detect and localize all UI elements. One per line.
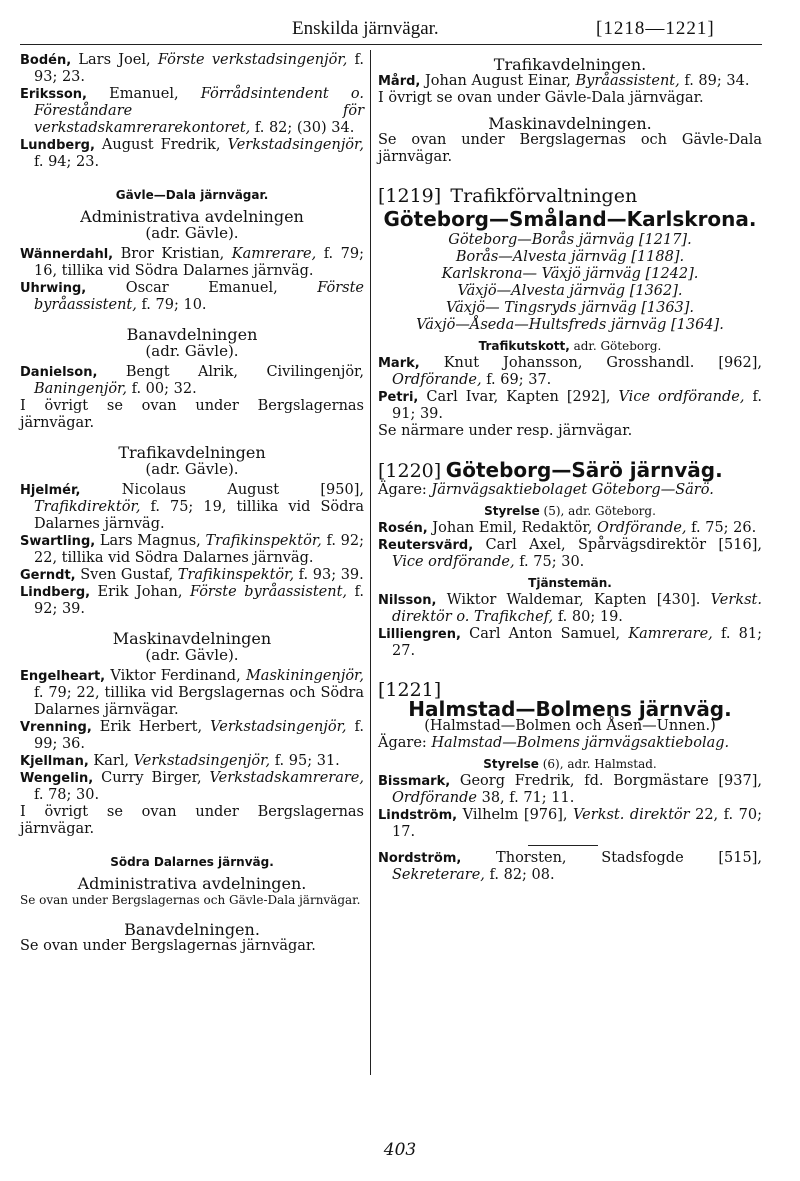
railway-heading: Gävle—Dala järnvägar. bbox=[115, 188, 269, 202]
entry: Eriksson, Emanuel, Förrådsintendent o. Föreståndare för verkstadskamrerarekontoret, f. 82; (30) 34. bbox=[20, 86, 364, 136]
cross-reference: I övrigt se ovan under Bergslagernas järnvägar. bbox=[20, 804, 364, 837]
entry: Vrenning, Erik Herbert, Verkstadsingenjör, f. 99; 36. bbox=[20, 719, 364, 752]
department-heading: Trafikavdelningen bbox=[118, 443, 266, 462]
railway-title: Göteborg—Särö järnväg. bbox=[445, 458, 723, 482]
header-rule bbox=[20, 44, 762, 45]
entry: Rosén, Johan Emil, Redaktör, Ordförande, f. 75; 26. bbox=[378, 520, 757, 536]
line-item: Göteborg—Borås järnväg [1217]. bbox=[448, 232, 692, 248]
entry: Gerndt, Sven Gustaf, Trafikinspektör, f. 93; 39. bbox=[20, 567, 364, 583]
department-heading: Trafikavdelningen. bbox=[493, 55, 647, 74]
entry: Lindström, Vilhelm [976], Verkst. direktör 22, f. 70; 17. bbox=[378, 807, 762, 840]
entry: Lundberg, August Fredrik, Verkstadsingenjör, f. 94; 23. bbox=[20, 137, 364, 170]
right-column bbox=[378, 52, 762, 884]
line-item: Borås—Alvesta järnväg [1188]. bbox=[455, 249, 685, 265]
board-heading: Styrelse (6), adr. Halmstad. bbox=[483, 757, 657, 771]
staff-heading: Tjänstemän. bbox=[528, 576, 612, 590]
line-item: Växjö— Tingsryds järnväg [1363]. bbox=[445, 300, 695, 316]
department-heading: Administrativa avdelningen bbox=[80, 207, 304, 226]
department-heading: Maskinavdelningen bbox=[112, 629, 272, 648]
section-range: [1218—1221] bbox=[596, 18, 715, 39]
entry: Uhrwing, Oscar Emanuel, Förste byråassistent, f. 79; 10. bbox=[20, 280, 364, 313]
entry: Reutersvärd, Carl Axel, Spårvägsdirektör [516], Vice ordförande, f. 75; 30. bbox=[378, 537, 762, 570]
railway-title: Göteborg—Småland—Karlskrona. bbox=[383, 207, 757, 231]
section-heading bbox=[378, 458, 762, 482]
cross-reference: Se ovan under Bergslagernas och Gävle-Dala järnvägar. bbox=[20, 893, 361, 907]
line-item: Karlskrona— Växjö järnväg [1242]. bbox=[441, 266, 699, 282]
left-column bbox=[20, 52, 364, 955]
owner-line: Ägare: Halmstad—Bolmens järnvägsaktiebolag. bbox=[378, 735, 730, 751]
entry: Engelheart, Viktor Ferdinand, Maskiningenjör, f. 79; 22, tillika vid Bergslagernas och Södra Dalarnes järnvägar. bbox=[20, 668, 364, 718]
entry: Mark, Knut Johansson, Grosshandl. [962], Ordförande, f. 69; 37. bbox=[378, 355, 762, 388]
section-number: [1220] bbox=[378, 460, 442, 482]
entry: Kjellman, Karl, Verkstadsingenjör, f. 95; 31. bbox=[20, 753, 340, 769]
running-title: Enskilda järnvägar. bbox=[292, 18, 439, 39]
cross-reference: I övrigt se ovan under Gävle-Dala järnvägar. bbox=[378, 90, 704, 106]
railway-title: Halmstad—Bolmens järnväg. bbox=[408, 697, 732, 721]
entry: Lindberg, Erik Johan, Förste byråassistent, f. 92; 39. bbox=[20, 584, 364, 617]
line-item: Växjö—Åseda—Hultsfreds järnväg [1364]. bbox=[416, 317, 724, 333]
entry: Bissmark, Georg Fredrik, fd. Borgmästare [937], Ordförande 38, f. 71; 11. bbox=[378, 773, 762, 806]
entry: Mård, Johan August Einar, Byråassistent, f. 89; 34. bbox=[378, 73, 750, 89]
department-address: (adr. Gävle). bbox=[145, 460, 239, 478]
entry: Lilliengren, Carl Anton Samuel, Kamrerare, f. 81; 27. bbox=[378, 626, 763, 659]
entry: Hjelmér, Nicolaus August [950], Trafikdirektör, f. 75; 19, tillika vid Södra Dalarnes järnväg. bbox=[20, 482, 364, 532]
entry: Danielson, Bengt Alrik, Civilingenjör, Baningenjör, f. 00; 32. bbox=[20, 364, 364, 397]
entry: Bodén, Lars Joel, Förste verkstadsingenjör, f. 93; 23. bbox=[20, 52, 364, 85]
column-divider bbox=[370, 50, 371, 1075]
department-heading: Banavdelningen bbox=[126, 325, 258, 344]
department-address: (adr. Gävle). bbox=[145, 224, 239, 242]
owner-line: Ägare: Järnvägsaktiebolaget Göteborg—Särö. bbox=[378, 482, 714, 498]
entry: Petri, Carl Ivar, Kapten [292], Vice ordförande, f. 91; 39. bbox=[378, 389, 762, 422]
cross-reference: Se närmare under resp. järnvägar. bbox=[378, 423, 633, 439]
department-heading: Maskinavdelningen. bbox=[488, 114, 652, 133]
entry: Wännerdahl, Bror Kristian, Kamrerare, f. 79; 16, tillika vid Södra Dalarnes järnväg. bbox=[20, 246, 364, 279]
department-address: (adr. Gävle). bbox=[145, 342, 239, 360]
section-heading bbox=[378, 185, 762, 207]
entry: Nilsson, Wiktor Waldemar, Kapten [430]. Verkst. direktör o. Trafikchef, f. 80; 19. bbox=[378, 592, 762, 625]
cross-reference: I övrigt se ovan under Bergslagernas järnvägar. bbox=[20, 398, 364, 431]
cross-reference: Se ovan under Bergslagernas järnvägar. bbox=[20, 938, 316, 954]
cross-reference: Se ovan under Bergslagernas och Gävle-Dala järnvägar. bbox=[378, 132, 762, 165]
section-number: [1221] bbox=[378, 679, 442, 701]
department-heading: Banavdelningen. bbox=[124, 920, 260, 939]
entry: Wengelin, Curry Birger, Verkstadskamrerare, f. 78; 30. bbox=[20, 770, 364, 803]
entry: Nordström, Thorsten, Stadsfogde [515], Sekreterare, f. 82; 08. bbox=[378, 850, 762, 883]
entry: Swartling, Lars Magnus, Trafikinspektör, f. 92; 22, tillika vid Södra Dalarnes järnväg. bbox=[20, 533, 364, 566]
page-number: 403 bbox=[383, 1140, 417, 1160]
department-heading: Administrativa avdelningen. bbox=[77, 874, 307, 893]
committee-heading: Trafikutskott, adr. Göteborg. bbox=[478, 339, 662, 353]
line-item: Växjö—Alvesta järnväg [1362]. bbox=[457, 283, 683, 299]
section-number: [1219] bbox=[378, 185, 442, 207]
section-label: Trafikförvaltningen bbox=[450, 185, 638, 207]
department-address: (adr. Gävle). bbox=[145, 646, 239, 664]
separator-rule bbox=[528, 845, 598, 846]
board-heading: Styrelse (5), adr. Göteborg. bbox=[484, 504, 656, 518]
railway-subtitle: (Halmstad—Bolmen och Åsen—Unnen.) bbox=[424, 718, 716, 734]
railway-heading: Södra Dalarnes järnväg. bbox=[110, 855, 274, 869]
